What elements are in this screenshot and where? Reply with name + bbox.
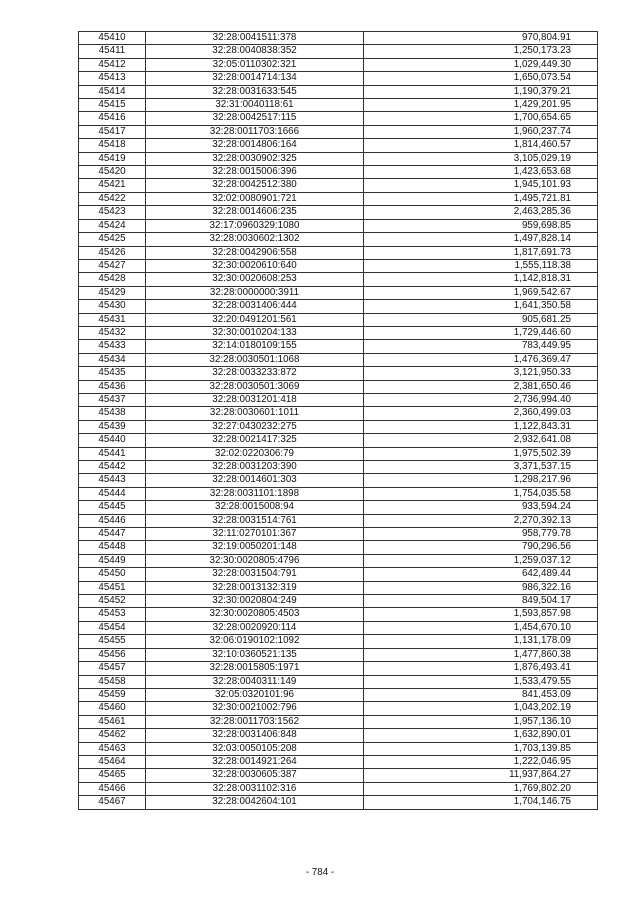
row-id-cell: 45430 [79,300,146,313]
amount-cell: 2,463,285.36 [364,206,598,219]
table-row [79,273,598,286]
amount-cell: 841,453.09 [364,688,598,701]
cadastral-number-cell: 32:28:0042604:101 [146,796,364,809]
cadastral-number-cell: 32:30:0020805:4796 [146,554,364,567]
amount-cell: 1,729,446.60 [364,326,598,339]
cadastral-number-cell: 32:28:0042517:115 [146,112,364,125]
cadastral-number-cell: 32:30:0010204:133 [146,326,364,339]
data-table [78,31,598,810]
cadastral-number-cell: 32:30:0020804:249 [146,595,364,608]
row-id-cell: 45427 [79,259,146,272]
row-id-cell: 45439 [79,420,146,433]
amount-cell: 2,932,641.08 [364,434,598,447]
page-number: - 784 - [305,867,335,878]
cadastral-number-cell: 32:06:0190102:1092 [146,635,364,648]
cadastral-number-cell: 32:28:0030501:1068 [146,353,364,366]
cadastral-number-cell: 32:28:0014714:134 [146,72,364,85]
table-row [79,635,598,648]
table-row [79,340,598,353]
cadastral-number-cell: 32:28:0041511:378 [146,32,364,45]
amount-cell: 1,945,101.93 [364,179,598,192]
row-id-cell: 45411 [79,45,146,58]
cadastral-number-cell: 32:02:0220306:79 [146,447,364,460]
table-row [79,179,598,192]
cadastral-number-cell: 32:28:0014921:264 [146,755,364,768]
amount-cell: 1,495,721.81 [364,192,598,205]
table-row [79,45,598,58]
cadastral-number-cell: 32:02:0080901:721 [146,192,364,205]
table-row [79,353,598,366]
row-id-cell: 45448 [79,541,146,554]
amount-cell: 1,969,542.67 [364,286,598,299]
row-id-cell: 45444 [79,487,146,500]
amount-cell: 1,704,146.75 [364,796,598,809]
row-id-cell: 45410 [79,32,146,45]
amount-cell: 1,632,890.01 [364,729,598,742]
amount-cell: 1,190,379.21 [364,85,598,98]
row-id-cell: 45421 [79,179,146,192]
amount-cell: 1,298,217.96 [364,474,598,487]
cadastral-number-cell: 32:20:0491201:561 [146,313,364,326]
amount-cell: 2,270,392.13 [364,514,598,527]
table-row [79,648,598,661]
cadastral-number-cell: 32:28:0033233:872 [146,367,364,380]
table-row [79,313,598,326]
row-id-cell: 45445 [79,501,146,514]
row-id-cell: 45455 [79,635,146,648]
table-row [79,85,598,98]
table-row [79,796,598,809]
amount-cell: 905,681.25 [364,313,598,326]
row-id-cell: 45438 [79,407,146,420]
row-id-cell: 45413 [79,72,146,85]
row-id-cell: 45422 [79,192,146,205]
cadastral-number-cell: 32:28:0030902:325 [146,152,364,165]
row-id-cell: 45441 [79,447,146,460]
table-row [79,139,598,152]
amount-cell: 2,736,994.40 [364,393,598,406]
row-id-cell: 45454 [79,621,146,634]
cadastral-number-cell: 32:28:0030501:3069 [146,380,364,393]
table-row [79,420,598,433]
table-row [79,501,598,514]
amount-cell: 1,814,460.57 [364,139,598,152]
amount-cell: 1,555,118.38 [364,259,598,272]
cadastral-number-cell: 32:28:0011703:1666 [146,125,364,138]
amount-cell: 959,698.85 [364,219,598,232]
row-id-cell: 45436 [79,380,146,393]
row-id-cell: 45425 [79,233,146,246]
table-row [79,380,598,393]
amount-cell: 2,381,650.46 [364,380,598,393]
row-id-cell: 45458 [79,675,146,688]
table-row [79,568,598,581]
amount-cell: 986,322.16 [364,581,598,594]
row-id-cell: 45459 [79,688,146,701]
cadastral-number-cell: 32:28:0000000:3911 [146,286,364,299]
table-row [79,474,598,487]
cadastral-number-cell: 32:28:0031406:848 [146,729,364,742]
cadastral-number-cell: 32:10:0360521:135 [146,648,364,661]
amount-cell: 1,131,178.09 [364,635,598,648]
cadastral-number-cell: 32:28:0020920:114 [146,621,364,634]
table-row [79,702,598,715]
amount-cell: 958,779.78 [364,528,598,541]
cadastral-number-cell: 32:28:0042512:380 [146,179,364,192]
cadastral-number-cell: 32:28:0031406:444 [146,300,364,313]
row-id-cell: 45429 [79,286,146,299]
row-id-cell: 45452 [79,595,146,608]
cadastral-number-cell: 32:03:0050105:208 [146,742,364,755]
amount-cell: 1,700,654.65 [364,112,598,125]
table-row [79,393,598,406]
cadastral-number-cell: 32:28:0031102:316 [146,782,364,795]
cadastral-number-cell: 32:28:0040838:352 [146,45,364,58]
table-row [79,259,598,272]
cadastral-number-cell: 32:30:0020805:4503 [146,608,364,621]
table-row [79,675,598,688]
row-id-cell: 45451 [79,581,146,594]
table-row [79,595,598,608]
table-row [79,166,598,179]
row-id-cell: 45416 [79,112,146,125]
table-row [79,367,598,380]
row-id-cell: 45420 [79,166,146,179]
amount-cell: 1,703,139.85 [364,742,598,755]
amount-cell: 1,454,670.10 [364,621,598,634]
table-row [79,554,598,567]
amount-cell: 1,957,136.10 [364,715,598,728]
amount-cell: 1,497,828.14 [364,233,598,246]
amount-cell: 1,533,479.55 [364,675,598,688]
table-row [79,125,598,138]
amount-cell: 1,593,857.98 [364,608,598,621]
table-row [79,192,598,205]
table-row [79,447,598,460]
cadastral-number-cell: 32:28:0031201:418 [146,393,364,406]
table-row [79,112,598,125]
cadastral-number-cell: 32:28:0011703:1562 [146,715,364,728]
amount-cell: 1,250,173.23 [364,45,598,58]
amount-cell: 1,222,046.95 [364,755,598,768]
table-row [79,152,598,165]
table-row [79,434,598,447]
cadastral-number-cell: 32:28:0030605:387 [146,769,364,782]
cadastral-number-cell: 32:31:0040118:61 [146,99,364,112]
row-id-cell: 45443 [79,474,146,487]
table-row [79,487,598,500]
row-id-cell: 45463 [79,742,146,755]
row-id-cell: 45423 [79,206,146,219]
table-row [79,246,598,259]
row-id-cell: 45464 [79,755,146,768]
row-id-cell: 45415 [79,99,146,112]
amount-cell: 1,754,035.58 [364,487,598,500]
row-id-cell: 45412 [79,58,146,71]
amount-cell: 1,769,802.20 [364,782,598,795]
table-row [79,541,598,554]
amount-cell: 1,429,201.95 [364,99,598,112]
amount-cell: 1,641,350.58 [364,300,598,313]
cadastral-number-cell: 32:30:0021002:796 [146,702,364,715]
cadastral-number-cell: 32:28:0014601:303 [146,474,364,487]
amount-cell: 3,371,537.15 [364,461,598,474]
cadastral-number-cell: 32:28:0031504:791 [146,568,364,581]
amount-cell: 3,121,950.33 [364,367,598,380]
row-id-cell: 45433 [79,340,146,353]
row-id-cell: 45465 [79,769,146,782]
table-row [79,662,598,675]
table-row [79,326,598,339]
table-row [79,688,598,701]
table-row [79,782,598,795]
row-id-cell: 45428 [79,273,146,286]
table-row [79,233,598,246]
cadastral-number-cell: 32:28:0031203:390 [146,461,364,474]
amount-cell: 1,259,037.12 [364,554,598,567]
amount-cell: 933,594.24 [364,501,598,514]
cadastral-number-cell: 32:28:0040311:149 [146,675,364,688]
row-id-cell: 45419 [79,152,146,165]
amount-cell: 783,449.95 [364,340,598,353]
cadastral-number-cell: 32:28:0042906:558 [146,246,364,259]
row-id-cell: 45446 [79,514,146,527]
table-row [79,300,598,313]
cadastral-number-cell: 32:05:0320101:96 [146,688,364,701]
table-row [79,407,598,420]
row-id-cell: 45453 [79,608,146,621]
amount-cell: 849,504.17 [364,595,598,608]
table-row [79,461,598,474]
row-id-cell: 45432 [79,326,146,339]
table-row [79,621,598,634]
row-id-cell: 45460 [79,702,146,715]
amount-cell: 1,960,237.74 [364,125,598,138]
amount-cell: 3,105,029.19 [364,152,598,165]
amount-cell: 1,029,449.30 [364,58,598,71]
amount-cell: 2,360,499.03 [364,407,598,420]
cadastral-number-cell: 32:28:0021417:325 [146,434,364,447]
table-row [79,742,598,755]
table-row [79,32,598,45]
amount-cell: 790,296.56 [364,541,598,554]
table-row [79,715,598,728]
row-id-cell: 45467 [79,796,146,809]
cadastral-number-cell: 32:17:0960329:1080 [146,219,364,232]
table-row [79,608,598,621]
amount-cell: 970,804.91 [364,32,598,45]
row-id-cell: 45426 [79,246,146,259]
table-row [79,99,598,112]
table-row [79,755,598,768]
cadastral-number-cell: 32:11:0270101:367 [146,528,364,541]
row-id-cell: 45414 [79,85,146,98]
amount-cell: 1,477,860.38 [364,648,598,661]
amount-cell: 642,489.44 [364,568,598,581]
cadastral-number-cell: 32:28:0030602:1302 [146,233,364,246]
cadastral-number-cell: 32:28:0015805:1971 [146,662,364,675]
cadastral-number-cell: 32:28:0014806:164 [146,139,364,152]
table-row [79,581,598,594]
amount-cell: 1,817,691.73 [364,246,598,259]
row-id-cell: 45442 [79,461,146,474]
row-id-cell: 45461 [79,715,146,728]
row-id-cell: 45418 [79,139,146,152]
table-row [79,514,598,527]
amount-cell: 1,476,369.47 [364,353,598,366]
amount-cell: 1,650,073.54 [364,72,598,85]
row-id-cell: 45449 [79,554,146,567]
row-id-cell: 45435 [79,367,146,380]
table-row [79,72,598,85]
table-row [79,729,598,742]
cadastral-number-cell: 32:28:0031101:1898 [146,487,364,500]
cadastral-number-cell: 32:30:0020610:640 [146,259,364,272]
row-id-cell: 45434 [79,353,146,366]
row-id-cell: 45466 [79,782,146,795]
row-id-cell: 45437 [79,393,146,406]
amount-cell: 1,043,202.19 [364,702,598,715]
cadastral-number-cell: 32:28:0015008:94 [146,501,364,514]
table-row [79,206,598,219]
row-id-cell: 45457 [79,662,146,675]
cadastral-number-cell: 32:28:0014606:235 [146,206,364,219]
amount-cell: 1,122,843.31 [364,420,598,433]
row-id-cell: 45447 [79,528,146,541]
table-body [79,32,598,810]
cadastral-number-cell: 32:28:0031633:545 [146,85,364,98]
row-id-cell: 45424 [79,219,146,232]
cadastral-number-cell: 32:19:0050201:148 [146,541,364,554]
amount-cell: 11,937,864.27 [364,769,598,782]
cadastral-number-cell: 32:27:0430232:275 [146,420,364,433]
row-id-cell: 45450 [79,568,146,581]
table-row [79,219,598,232]
amount-cell: 1,423,653.68 [364,166,598,179]
amount-cell: 1,876,493.41 [364,662,598,675]
cadastral-number-cell: 32:28:0013132:319 [146,581,364,594]
cadastral-number-cell: 32:28:0031514:761 [146,514,364,527]
table-row [79,528,598,541]
row-id-cell: 45456 [79,648,146,661]
row-id-cell: 45417 [79,125,146,138]
row-id-cell: 45431 [79,313,146,326]
amount-cell: 1,142,818.31 [364,273,598,286]
row-id-cell: 45462 [79,729,146,742]
table-row [79,769,598,782]
cadastral-number-cell: 32:05:0110302:321 [146,58,364,71]
table-row [79,286,598,299]
row-id-cell: 45440 [79,434,146,447]
cadastral-number-cell: 32:28:0015006:396 [146,166,364,179]
cadastral-number-cell: 32:30:0020608:253 [146,273,364,286]
cadastral-number-cell: 32:14:0180109:155 [146,340,364,353]
amount-cell: 1,975,502.39 [364,447,598,460]
cadastral-number-cell: 32:28:0030601:1011 [146,407,364,420]
table-row [79,58,598,71]
